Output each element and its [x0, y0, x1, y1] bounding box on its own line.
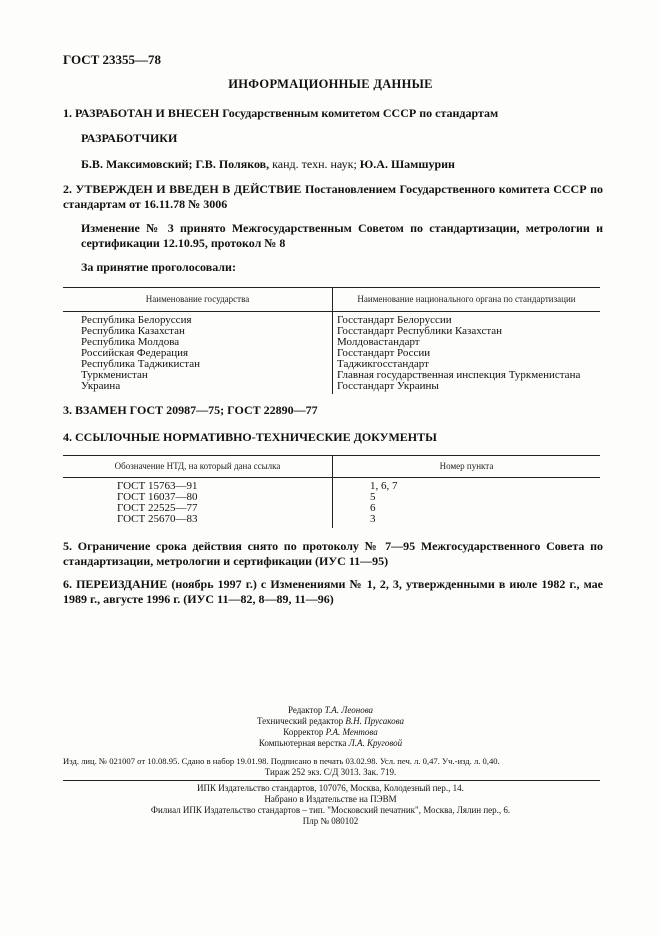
table1-cell: Госстандарт России: [337, 347, 431, 359]
section-2-text: УТВЕРЖДЕН И ВВЕДЕН В ДЕЙСТВИЕ Постановлением Государственного комитета СССР по стандартам от 16.11.78 № 3006: [63, 182, 604, 211]
table2-cell: 5: [370, 491, 376, 503]
section-2: [63, 182, 603, 212]
section-3-number: 3.: [63, 403, 72, 417]
table2-cell: ГОСТ 22525—77: [117, 502, 198, 514]
table1-cell: Таджикгосстандарт: [337, 358, 429, 370]
table2-cell: 6: [370, 502, 376, 514]
developers-list: [81, 157, 455, 172]
table2-header-document: Обозначение НТД, на который дана ссылка: [114, 461, 281, 471]
table1-cell: Главная государственная инспекция Туркменистана: [337, 369, 581, 381]
table1-cell: Госстандарт Белоруссии: [337, 314, 452, 326]
imprint-line-2: Тираж 252 экз. С/Д 3013. Зак. 719.: [264, 767, 397, 777]
imprint-rule: [63, 780, 600, 781]
credit-name: Р.А. Ментова: [325, 727, 378, 737]
credit-layout: [0, 738, 661, 749]
table2-cell: 3: [370, 513, 376, 525]
developers-degree: канд. техн. наук;: [269, 157, 360, 171]
developers-names-2: Ю.А. Шамшурин: [359, 157, 455, 171]
table1-cell: Республика Таджикистан: [81, 358, 200, 370]
credit-editor: [0, 705, 661, 716]
section-5: [63, 539, 603, 569]
doc-code: ГОСТ 23355—78: [63, 52, 162, 67]
amendment-3-note: Изменение № 3 принято Межгосударственным Советом по стандартизации, метрологии и сертификации 12.10.95, протокол № 8: [81, 221, 603, 250]
section-3: [63, 403, 603, 418]
table1-cell: Украина: [81, 380, 121, 392]
table2-cell: 1, 6, 7: [370, 480, 398, 492]
credit-role: Компьютерная верстка: [258, 738, 349, 748]
section-6: [63, 577, 603, 607]
section-1: [63, 106, 603, 121]
credit-role: Редактор: [287, 705, 325, 715]
section-4-number: 4.: [63, 430, 72, 444]
table1-header-body: Наименование национального органа по стандартизации: [357, 294, 576, 304]
publisher-line: Филиал ИПК Издательство стандартов – тип. "Московский печатник", Москва, Лялин пер., 6.: [150, 805, 511, 815]
section-4: [63, 430, 603, 445]
table2-cell: ГОСТ 25670—83: [117, 513, 198, 525]
credit-name: Л.А. Круговой: [348, 738, 403, 748]
section-1-text: РАЗРАБОТАН И ВНЕСЕН Государственным комитетом СССР по стандартам: [75, 106, 499, 120]
section-5-number: 5.: [63, 539, 72, 553]
table1-cell: Республика Белоруссия: [81, 314, 192, 326]
publisher-line: ИПК Издательство стандартов, 107076, Москва, Колодезный пер., 14.: [197, 783, 464, 793]
developers-label: РАЗРАБОТЧИКИ: [81, 131, 178, 145]
credit-proofreader: [0, 727, 661, 738]
table2-cell: ГОСТ 15763—91: [117, 480, 198, 492]
table1-cell: Госстандарт Республики Казахстан: [337, 325, 503, 337]
table1-cell: Республика Казахстан: [81, 325, 185, 337]
credit-name: В.Н. Прусакова: [345, 716, 405, 726]
publisher-line: Набрано в Издательстве на ПЭВМ: [264, 794, 397, 804]
page-title: ИНФОРМАЦИОННЫЕ ДАННЫЕ: [228, 77, 433, 91]
section-2-number: 2.: [63, 182, 72, 196]
section-4-text: ССЫЛОЧНЫЕ НОРМАТИВНО-ТЕХНИЧЕСКИЕ ДОКУМЕНТЫ: [75, 430, 437, 444]
publisher-line: Плр № 080102: [302, 816, 359, 826]
table2-header-clause: Номер пункта: [439, 461, 494, 471]
table1-cell: Госстандарт Украины: [337, 380, 439, 392]
imprint-line-1: Изд. лиц. № 021007 от 10.08.95. Сдано в набор 19.01.98. Подписано в печать 03.02.98. Усл. печ. л. 0,47. Уч.-изд. л. 0,40.: [63, 756, 500, 766]
section-3-text: ВЗАМЕН ГОСТ 20987—75; ГОСТ 22890—77: [75, 403, 318, 417]
credit-role: Корректор: [283, 727, 326, 737]
section-5-text: Ограничение срока действия снято по протоколу № 7—95 Межгосударственного Совета по стандартизации, метрологии и сертификации (ИУС 11—95): [63, 539, 603, 568]
table1-header-country: Наименование государства: [145, 294, 250, 304]
section-1-number: 1.: [63, 106, 72, 120]
voted-label: За принятие проголосовали:: [81, 260, 236, 274]
table2-cell: ГОСТ 16037—80: [117, 491, 198, 503]
credit-tech-editor: [0, 716, 661, 727]
table1-cell: Республика Молдова: [81, 336, 180, 348]
table1-cell: Молдовастандарт: [337, 336, 420, 348]
credit-name: Т.А. Леонова: [324, 705, 374, 715]
credit-role: Технический редактор: [256, 716, 346, 726]
section-6-text: ПЕРЕИЗДАНИЕ (ноябрь 1997 г.) с Изменениями № 1, 2, 3, утвержденными в июле 1982 г., мае 1989 г., августе 1996 г. (ИУС 11—82, 8—89, 11—96): [63, 577, 604, 606]
section-6-number: 6.: [63, 577, 72, 591]
table1-cell: Российская Федерация: [81, 347, 189, 359]
table1-cell: Туркменистан: [81, 369, 148, 381]
developers-names-1: Б.В. Максимовский; Г.В. Поляков,: [81, 157, 270, 171]
